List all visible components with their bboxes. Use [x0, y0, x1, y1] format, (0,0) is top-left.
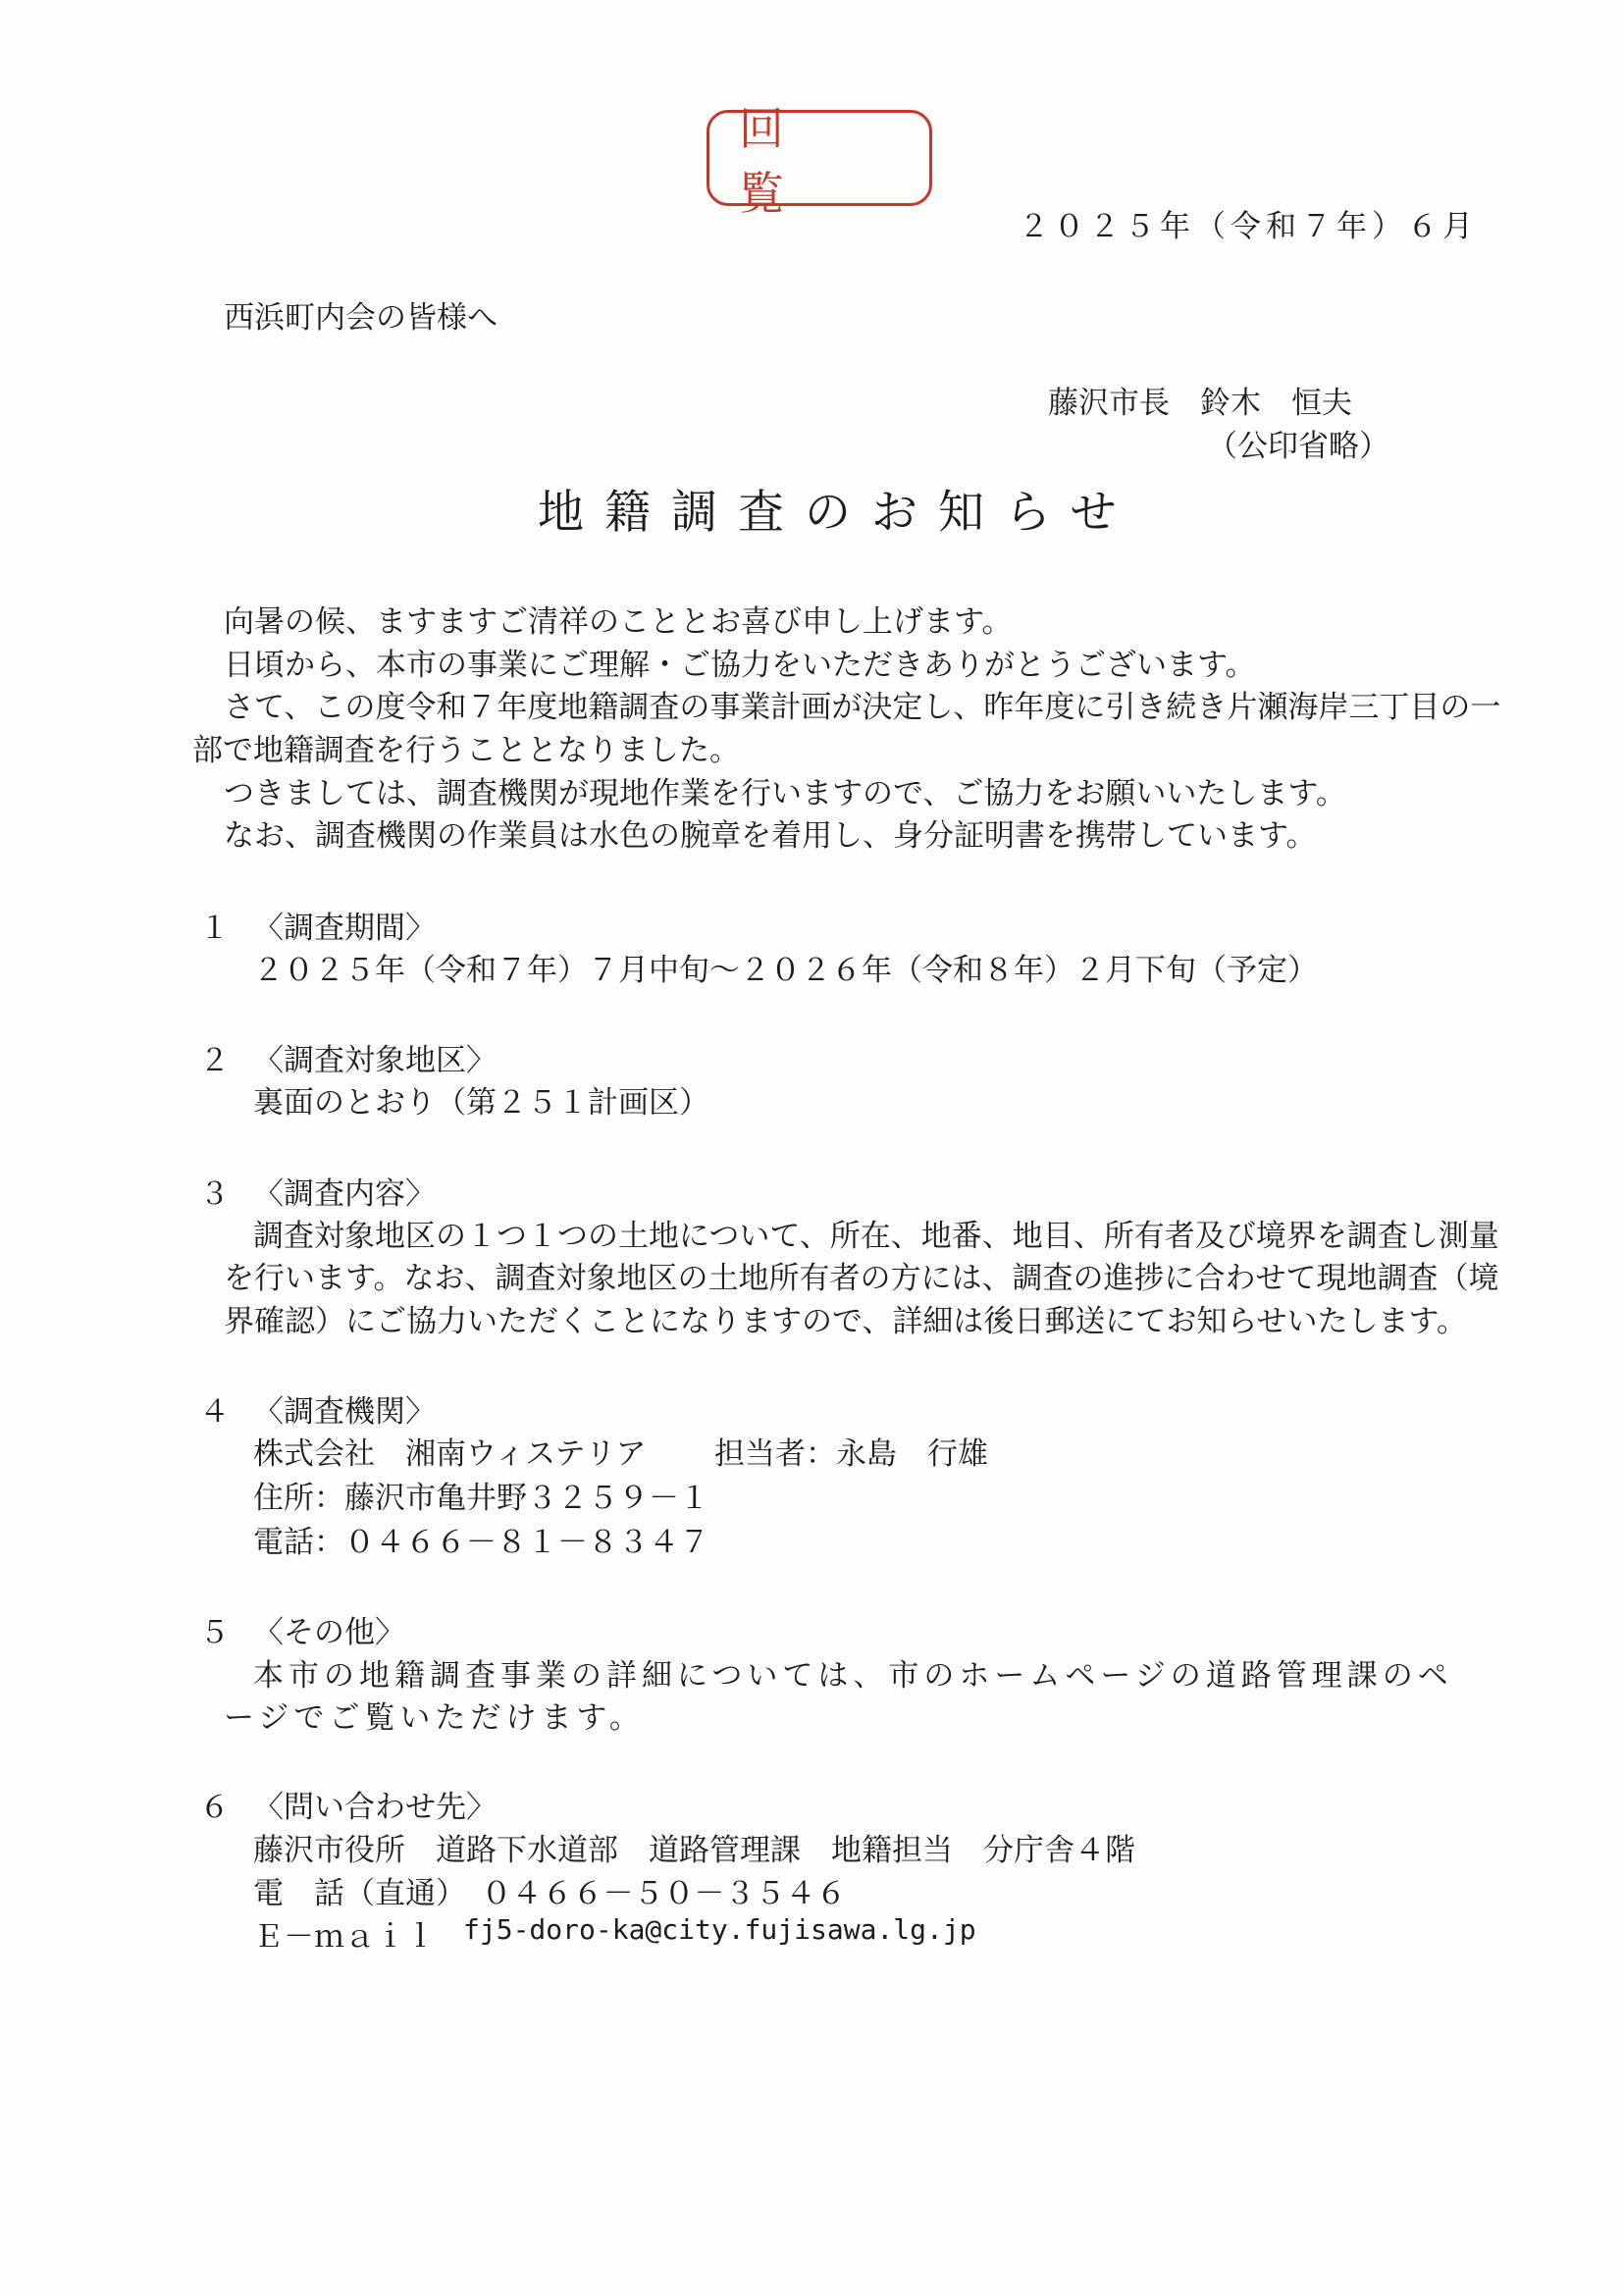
section-heading: 〈調査対象地区〉	[253, 1043, 497, 1078]
email-label: Ｅ－ｍａｉｌ	[253, 1919, 436, 1955]
document-title: 地籍調査のお知らせ	[538, 486, 1137, 540]
intro-line: 向暑の候、ますますご清祥のこととお喜び申し上げます。	[224, 604, 1013, 640]
seal-omitted-note: （公印省略）	[1207, 429, 1389, 464]
section-number: ５	[199, 1615, 230, 1650]
inquiry-phone: 電 話（直通） ０４６６－５０－３５４６	[253, 1876, 847, 1911]
inquiry-department: 藤沢市役所 道路下水道部 道路管理課 地籍担当 分庁舎４階	[253, 1833, 1135, 1868]
agency-contact-person: 担当者：永島 行雄	[714, 1436, 988, 1472]
circulation-stamp: 回 覧	[707, 110, 932, 206]
other-info-line: 本市の地籍調査事業の詳細については、市のホームページの道路管理課のペ	[253, 1658, 1453, 1694]
email-address[interactable]: fj5-doro-ka@city.fujisawa.lg.jp	[463, 1913, 976, 1946]
section-heading: 〈その他〉	[253, 1615, 405, 1650]
survey-area: 裏面のとおり（第２５１計画区）	[253, 1085, 709, 1121]
intro-line: 日頃から、本市の事業にご理解・ご協力をいただきありがとうございます。	[224, 648, 1256, 683]
section-number: ４	[199, 1394, 230, 1430]
agency-name: 株式会社 湘南ウィステリア	[253, 1436, 647, 1472]
intro-line: つきましては、調査機関が現地作業を行いますので、ご協力をお願いいたします。	[224, 776, 1346, 811]
survey-content-line: 界確認）にご協力いただくことになりますので、詳細は後日郵送にてお知らせいたします。	[224, 1304, 1467, 1339]
agency-phone: 電話：０４６６－８１－８３４７	[253, 1525, 709, 1560]
section-number: ２	[199, 1043, 230, 1078]
intro-line: 部で地籍調査を行うこととなりました。	[192, 733, 740, 768]
other-info-line: ージでご覧いただけます。	[224, 1700, 645, 1736]
survey-period: ２０２５年（令和７年）７月中旬～２０２６年（令和８年）２月下旬（予定）	[253, 953, 1318, 988]
sender-name: 藤沢市長 鈴木 恒夫	[1048, 386, 1352, 421]
section-heading: 〈調査内容〉	[253, 1176, 436, 1212]
intro-line: さて、この度令和７年度地籍調査の事業計画が決定し、昨年度に引き続き片瀬海岸三丁目の一	[224, 690, 1501, 725]
section-heading: 〈調査期間〉	[253, 911, 436, 946]
section-heading: 〈問い合わせ先〉	[253, 1790, 497, 1825]
agency-address: 住所：藤沢市亀井野３２５９－１	[253, 1481, 709, 1516]
addressee: 西浜町内会の皆様へ	[224, 300, 497, 336]
intro-line: なお、調査機関の作業員は水色の腕章を着用し、身分証明書を携帯しています。	[224, 818, 1317, 854]
survey-content-line: 調査対象地区の１つ１つの土地について、所在、地番、地目、所有者及び境界を調査し測量	[253, 1219, 1499, 1254]
section-number: １	[199, 911, 230, 946]
section-heading: 〈調査機関〉	[253, 1394, 436, 1430]
survey-content-line: を行います。なお、調査対象地区の土地所有者の方には、調査の進捗に合わせて現地調査（境	[224, 1261, 1499, 1296]
section-number: ６	[199, 1790, 230, 1825]
section-number: ３	[199, 1176, 230, 1212]
issue-date: ２０２５年（令和７年）６月	[1019, 209, 1478, 244]
